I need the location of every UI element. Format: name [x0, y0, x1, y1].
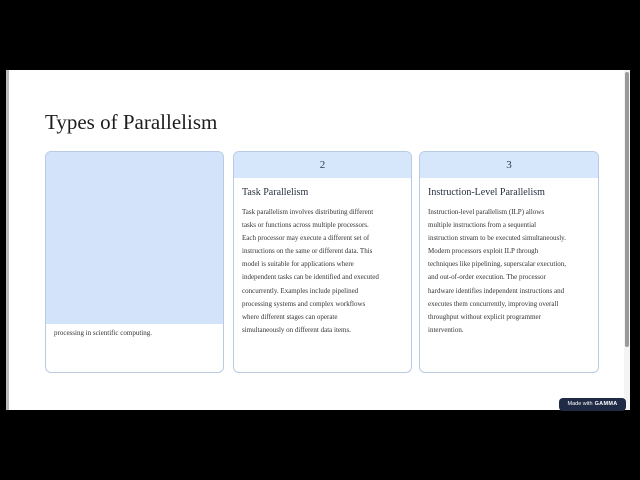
card-text: Task parallelism involves distributing different tasks or functions across multiple processors. Each processor may execute a different set of instructions on the same or different data. This model is suitable for applications where independent tasks can be identified and executed concurrently. Examples include pipelined processing systems and complex workflows where different stages can operate simultaneously on different data items. — [242, 208, 379, 334]
slide — [9, 70, 624, 410]
slide-title: Types of Parallelism — [45, 110, 218, 134]
card-image — [46, 152, 223, 324]
gamma-logo: GAMMA — [594, 401, 618, 407]
card-number: 3 — [420, 152, 598, 178]
card-1 — [45, 151, 224, 373]
card-text: processing in scientific computing. — [54, 329, 152, 337]
card-heading: Instruction-Level Parallelism — [428, 187, 545, 198]
card-2 — [233, 151, 412, 373]
scrollbar-thumb[interactable] — [625, 72, 629, 347]
card-text: Instruction-level parallelism (ILP) allows multiple instructions from a sequential instruction stream to be executed simultaneously. Modern processors exploit ILP through techniques like pipelining, superscalar execution, and out-of-order execution. The processor hardware identifies independent instructions and executes them concurrently, improving overall throughput without explicit programmer intervention. — [428, 208, 567, 334]
card-heading: Task Parallelism — [242, 187, 309, 198]
made-with-gamma-badge[interactable] — [559, 398, 626, 411]
card-3 — [419, 151, 599, 373]
badge-prefix: Made with — [567, 401, 593, 407]
card-number: 2 — [234, 152, 411, 178]
